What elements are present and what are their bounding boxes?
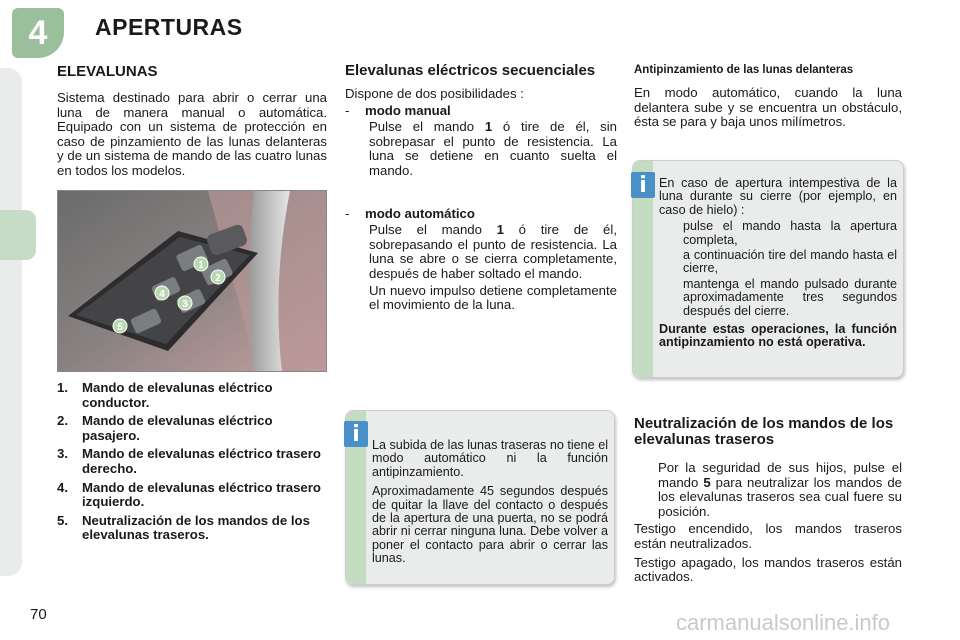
- bullet-item: Pulse el mando 1 ó tire de él, sin sobrepasar el punto de resistencia. La luna se detiene en cuanto suelta el mando.: [345, 120, 617, 178]
- door-panel-illustration: [58, 191, 327, 372]
- page-title: APERTURAS: [95, 14, 243, 40]
- bullet-item: mantenga el mando pulsado durante aproximadamente tres segundos después del cierre.: [659, 278, 897, 318]
- photo-label-2: 2: [215, 273, 221, 284]
- page-side-strip: [0, 68, 22, 576]
- status-paragraph: Testigo encendido, los mandos traseros están neutralizados.: [634, 521, 902, 551]
- intro-line: Dispone de dos posibilidades :: [345, 86, 524, 101]
- section-heading-sequential: Elevalunas eléctricos secuenciales: [345, 62, 596, 79]
- bullet-glyph: [659, 249, 683, 276]
- list-item: 2. Mando de elevalunas eléctrico pasajero.: [57, 413, 273, 443]
- chapter-number: 4: [28, 13, 48, 52]
- info-paragraph: La subida de las lunas traseras no tiene el modo automático ni la función antipinzamiento.: [372, 438, 608, 479]
- list-item: 3. Mando de elevalunas eléctrico trasero derecho.: [57, 446, 321, 476]
- photo-label-1: 1: [198, 260, 204, 271]
- bullet-item: Pulse el mando 1 ó tire de él, sobrepasando el punto de resistencia. La luna se abre o se cierra completamente, después de haber soltado el mando.: [345, 223, 617, 281]
- mode-manual-title: - modo manual: [345, 102, 451, 118]
- info-box-rear-windows: [345, 410, 615, 585]
- photo-label-3: 3: [182, 299, 188, 310]
- control-legend-list: [57, 381, 327, 547]
- middle-column: [345, 63, 617, 313]
- status-paragraph: Testigo apagado, los mandos traseros están activados.: [634, 554, 902, 585]
- bullet-item: Un nuevo impulso detiene completamente el movimiento de la luna.: [345, 284, 617, 313]
- section-heading-elevalunas: ELEVALUNAS: [57, 63, 158, 80]
- right-column: [634, 64, 902, 130]
- info-icon: i: [631, 172, 655, 198]
- list-item: 4. Mando de elevalunas eléctrico trasero izquierdo.: [57, 479, 321, 510]
- info-paragraph: Aproximadamente 45 segundos después de quitar la llave del contacto o después de la apertura de una puerta, no se podrá abrir ni cerrar ninguna luna. Debe volver a poner el contacto para abrir o cerrar las lunas.: [372, 484, 608, 566]
- photo-label-5: 5: [117, 322, 123, 333]
- right-column-lower: [634, 416, 902, 585]
- bullet-glyph: [659, 220, 683, 247]
- info-bold-note: Durante estas operaciones, la función antipinzamiento no está operativa.: [659, 322, 897, 350]
- bullet-item: pulse el mando hasta la apertura completa,: [659, 220, 897, 247]
- bullet-glyph: [634, 461, 658, 519]
- section-heading-antipinch: Antipinzamiento de las lunas delanteras: [634, 64, 854, 76]
- section-tab-marker: [0, 210, 36, 260]
- window-switch-photo: [57, 190, 327, 372]
- watermark: carmanualsonline.info: [676, 610, 891, 635]
- mode-auto-title: - modo automático: [345, 205, 475, 221]
- chapter-badge: [12, 8, 64, 58]
- bullet-glyph: [345, 284, 369, 313]
- bullet-glyph: [345, 120, 369, 178]
- list-item: 5. Neutralización de los mandos de los elevalunas traseros.: [57, 512, 310, 543]
- info-box-antipinch: [632, 160, 904, 378]
- antipinch-paragraph: En modo automático, cuando la luna delantera sube y se encuentra un obstáculo, ésta se para y baja unos milímetros.: [634, 85, 902, 130]
- section-heading-neutralization: Neutralización de los mandos de los elevalunas traseros: [634, 415, 894, 448]
- page-number: 70: [30, 606, 47, 623]
- info-icon: i: [344, 421, 368, 447]
- bullet-item: a continuación tire del mando hasta el cierre,: [659, 249, 897, 276]
- list-item: 1. Mando de elevalunas eléctrico conductor.: [57, 380, 273, 410]
- bullet-glyph: [345, 223, 369, 281]
- info-intro: En caso de apertura intempestiva de la luna durante su cierre (por ejemplo, en caso de hielo) :: [659, 176, 897, 217]
- bullet-glyph: [659, 278, 683, 318]
- intro-paragraph: Sistema destinado para abrir o cerrar una luna de manera manual o automática. Equipado con un sistema de protección en caso de pinzamiento de las lunas delanteras y de un sistema de mando de las cuatro lunas en todos los modelos.: [57, 90, 327, 178]
- left-column: [57, 64, 327, 179]
- bullet-item: Por la seguridad de sus hijos, pulse el mando 5 para neutralizar los mandos de los elevalunas traseros sea cual fuere su posición.: [634, 461, 902, 519]
- photo-label-4: 4: [159, 289, 165, 300]
